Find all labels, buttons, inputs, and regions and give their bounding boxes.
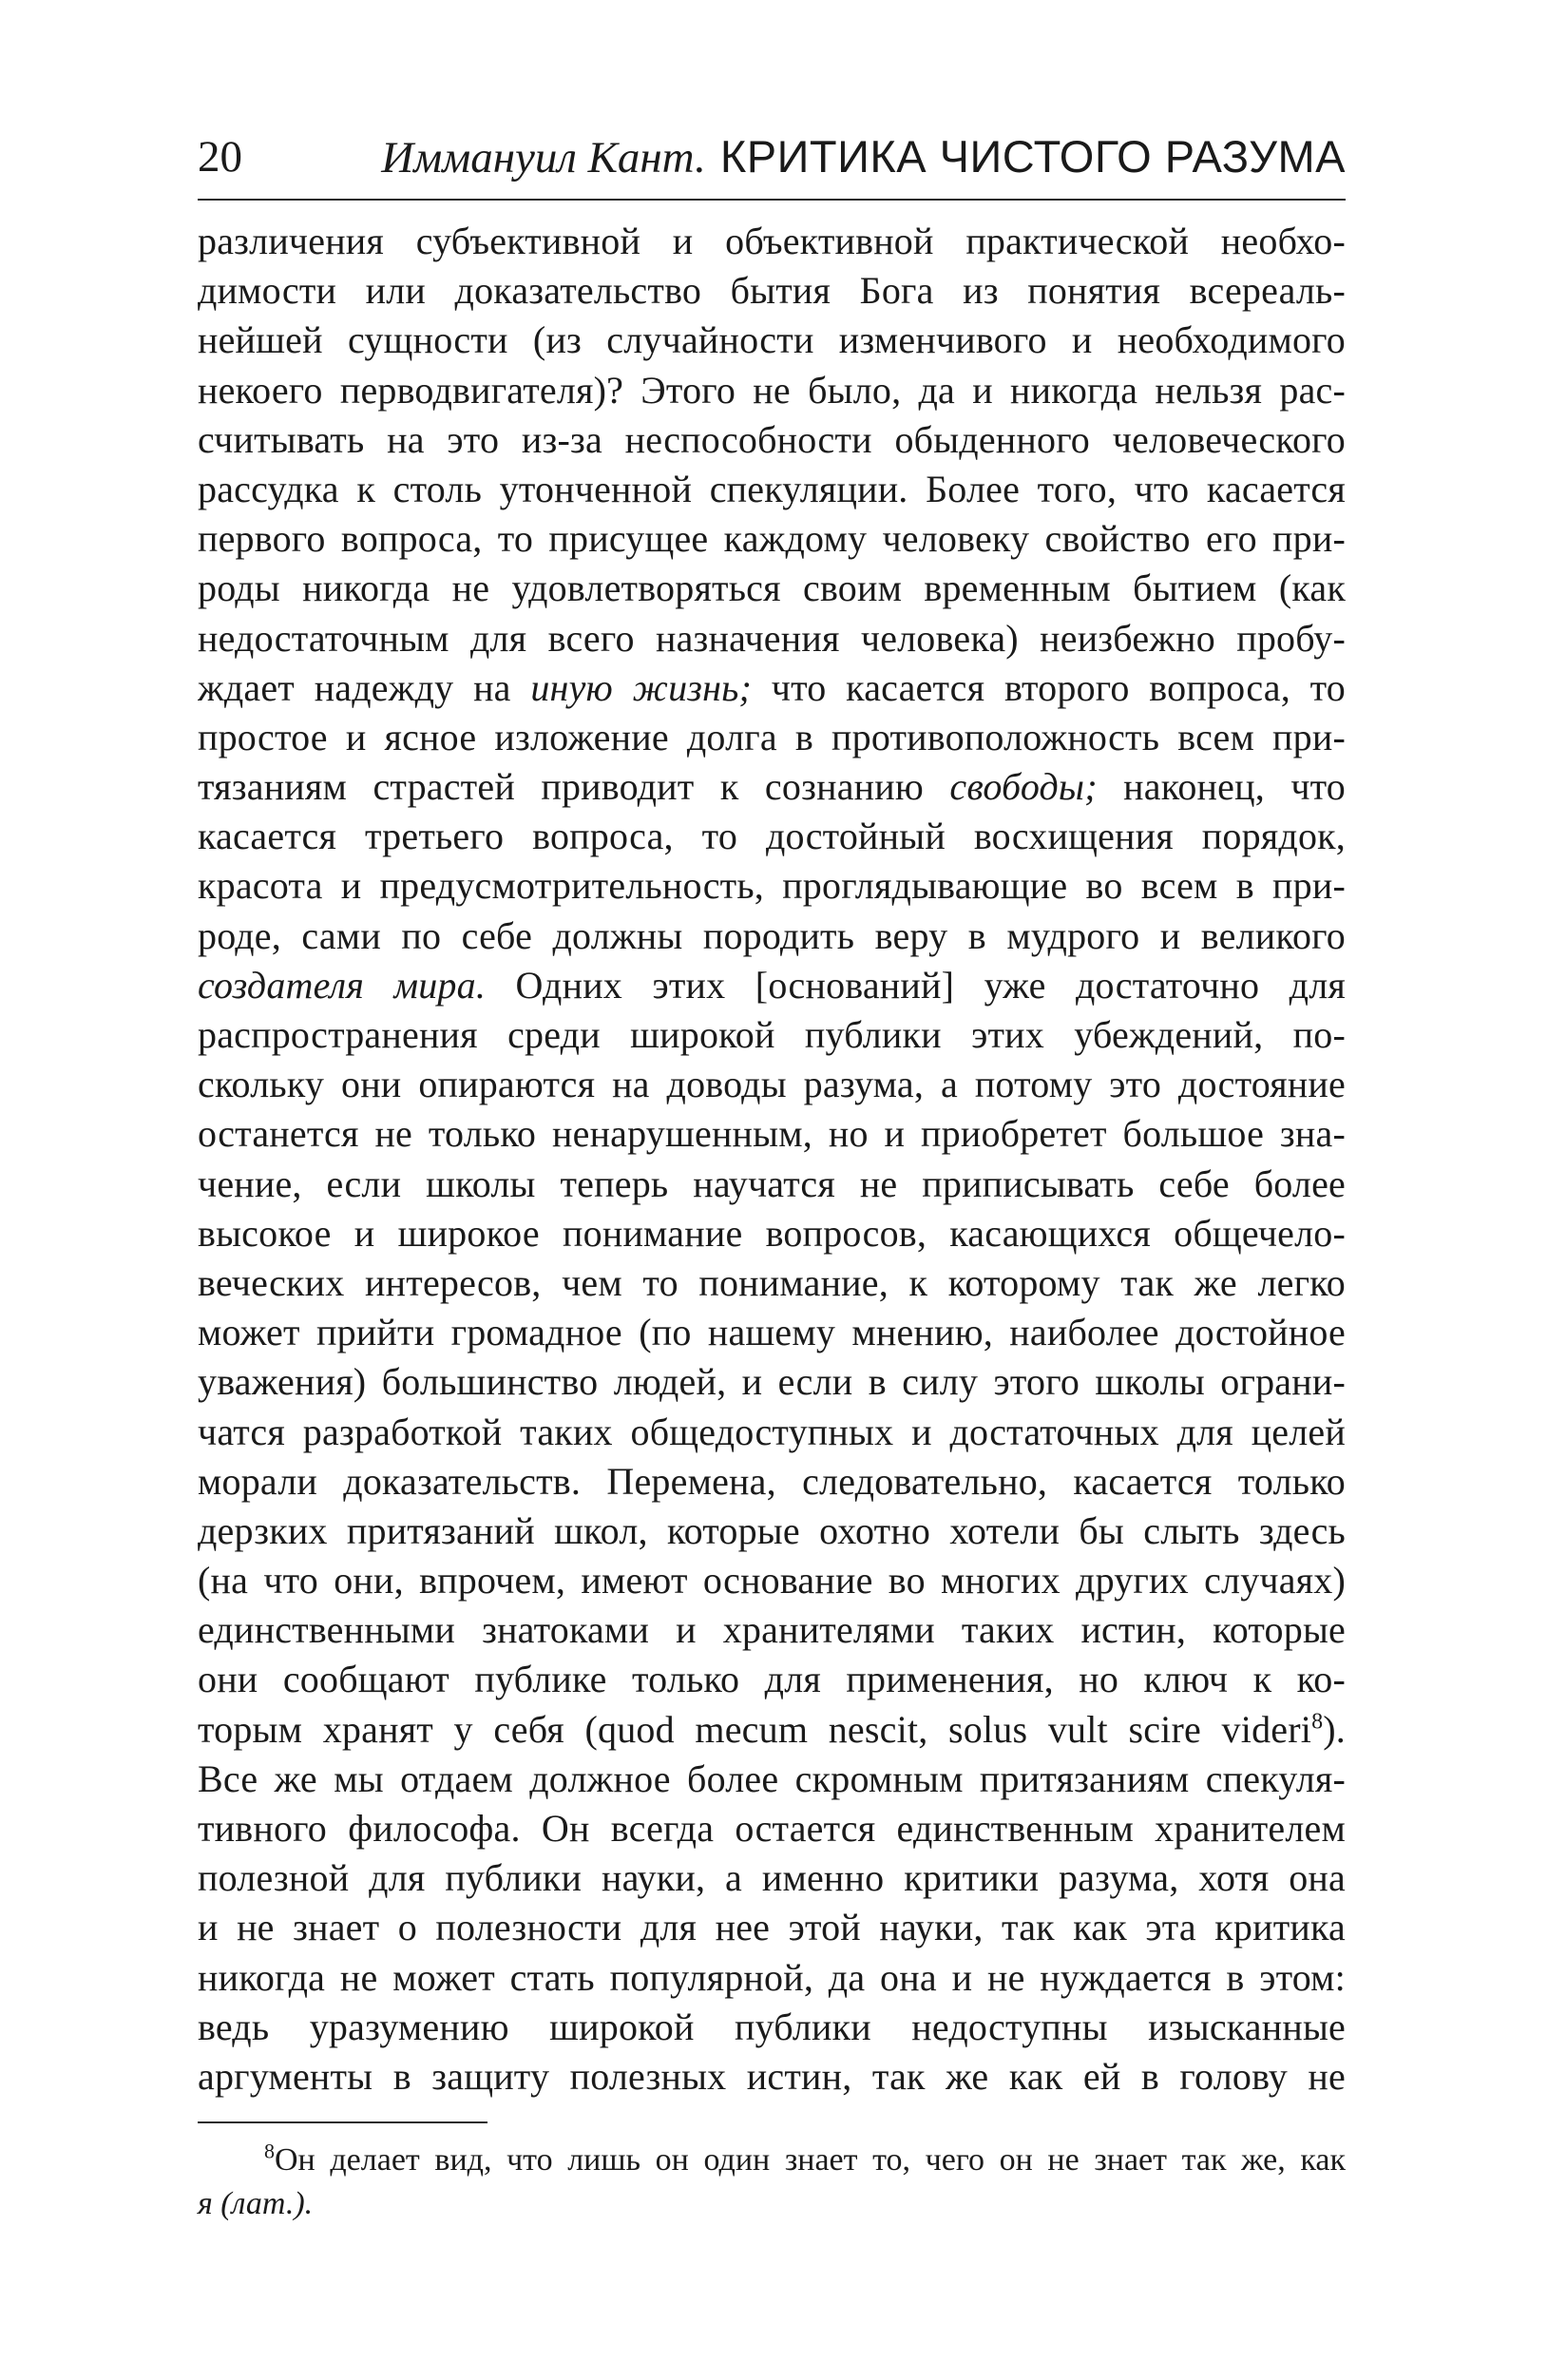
text-line: некоего перводвигателя)? Этого не было, да и никогда нельзя рас- xyxy=(198,368,1346,412)
text-segment: Одних этих [оснований] уже достаточно для xyxy=(515,963,1346,1007)
text-line: нейшей сущности (из случайности изменчивого и необходимого xyxy=(198,318,1346,362)
text-line: рассудка к столь утонченной спекуляции. Более того, что касается xyxy=(198,467,1346,510)
text-line: полезной для публики науки, а именно критики разума, хотя она xyxy=(198,1856,1346,1900)
text-segment: торым хранят у себя (quod mecum nescit, solus vult scire videri xyxy=(198,1707,1312,1751)
text-line: димости или доказательство бытия Бога из понятия всереаль- xyxy=(198,269,1346,313)
text-segment: ждает надежду на xyxy=(198,665,511,709)
text-segment: тязаниям страстей приводит к сознанию xyxy=(198,765,924,809)
text-line: и не знает о полезности для нее этой науки, так как эта критика xyxy=(198,1906,1346,1949)
text-line: первого вопроса, то присущее каждому человеку свойство его при- xyxy=(198,517,1346,561)
text-segment: наконец, что xyxy=(1123,765,1346,809)
text-line: ведь уразумению широкой публики недоступны изысканные xyxy=(198,2005,1346,2048)
text-line: морали доказательств. Перемена, следовательно, касается только xyxy=(198,1459,1346,1503)
footnote-rule xyxy=(198,2121,487,2123)
text-line: (на что они, впрочем, имеют основание во многих других случаях) xyxy=(198,1559,1346,1603)
footnote-line: я (лат.). xyxy=(198,2186,314,2221)
text-line: тивного философа. Он всегда остается единственным хранителем xyxy=(198,1807,1346,1850)
footnote-marker: 8 xyxy=(264,2139,275,2163)
text-line: аргументы в защиту полезных истин, так же как ей в голову не xyxy=(198,2054,1346,2098)
text-line: дерзких притязаний школ, которые охотно хотели бы слыть здесь xyxy=(198,1508,1346,1552)
text-line xyxy=(198,961,1346,1010)
text-line: чение, если школы теперь научатся не приписывать себе более xyxy=(198,1161,1346,1205)
text-line: останется не только ненарушенным, но и приобретет большое зна- xyxy=(198,1112,1346,1156)
text-line: чатся разработкой таких общедоступных и достаточных для целей xyxy=(198,1410,1346,1453)
running-head-title: КРИТИКА ЧИСТОГО РАЗУМА xyxy=(719,131,1346,182)
text-line: роды никогда не удовлетворяться своим временным бытием (как xyxy=(198,566,1346,610)
text-line: единственными знатоками и хранителями таких истин, которые xyxy=(198,1608,1346,1652)
text-line: уважения) большинство людей, и если в силу этого школы ограни- xyxy=(198,1360,1346,1404)
text-line: высокое и широкое понимание вопросов, касающихся общечело- xyxy=(198,1211,1346,1255)
text-line: может прийти громадное (по нашему мнению, наиболее достойное xyxy=(198,1311,1346,1354)
body-text xyxy=(198,217,1346,2102)
footnote-line xyxy=(198,2139,1346,2182)
text-line: никогда не может стать популярной, да она и не нуждается в этом: xyxy=(198,1955,1346,1999)
text-line xyxy=(198,663,1346,713)
text-line: простое и ясное изложение долга в противоположность всем при- xyxy=(198,715,1346,758)
text-line: скольку они опираются на доводы разума, а потому это достояние xyxy=(198,1063,1346,1106)
footnote-text: Он делает вид, что лишь он один знает то, чего он не знает так же, как xyxy=(275,2142,1346,2178)
italic-phrase: создателя мира. xyxy=(198,963,487,1007)
running-head-author: Иммануил Кант. xyxy=(381,133,706,182)
text-line xyxy=(198,762,1346,812)
text-line: недостаточным для всего назначения человека) неизбежно пробу- xyxy=(198,616,1346,660)
footnote xyxy=(198,2139,1346,2226)
text-segment: ). xyxy=(1323,1707,1346,1751)
italic-phrase: свободы; xyxy=(949,765,1098,809)
text-segment: что касается второго вопроса, то xyxy=(771,665,1346,709)
header-rule xyxy=(198,199,1346,201)
text-line: считывать на это из-за неспособности обыденного человеческого xyxy=(198,417,1346,461)
italic-phrase: иную жизнь; xyxy=(530,665,753,709)
text-line xyxy=(198,1705,1346,1755)
page-header xyxy=(198,128,1346,185)
text-line: касается третьего вопроса, то достойный восхищения порядок, xyxy=(198,815,1346,858)
text-line: распространения среди широкой публики этих убеждений, по- xyxy=(198,1013,1346,1056)
page-number: 20 xyxy=(198,132,242,182)
text-line: веческих интересов, чем то понимание, к которому так же легко xyxy=(198,1260,1346,1304)
text-line: красота и предусмотрительность, проглядывающие во всем в при- xyxy=(198,864,1346,908)
footnote-reference[interactable]: 8 xyxy=(1311,1709,1324,1735)
running-head xyxy=(381,128,1346,186)
text-line: роде, сами по себе должны породить веру в мудрого и великого xyxy=(198,913,1346,957)
text-line: они сообщают публике только для применения, но ключ к ко- xyxy=(198,1658,1346,1701)
text-line: Все же мы отдаем должное более скромным притязаниям спекуля- xyxy=(198,1756,1346,1800)
text-line: различения субъективной и объективной практической необхо- xyxy=(198,220,1346,262)
